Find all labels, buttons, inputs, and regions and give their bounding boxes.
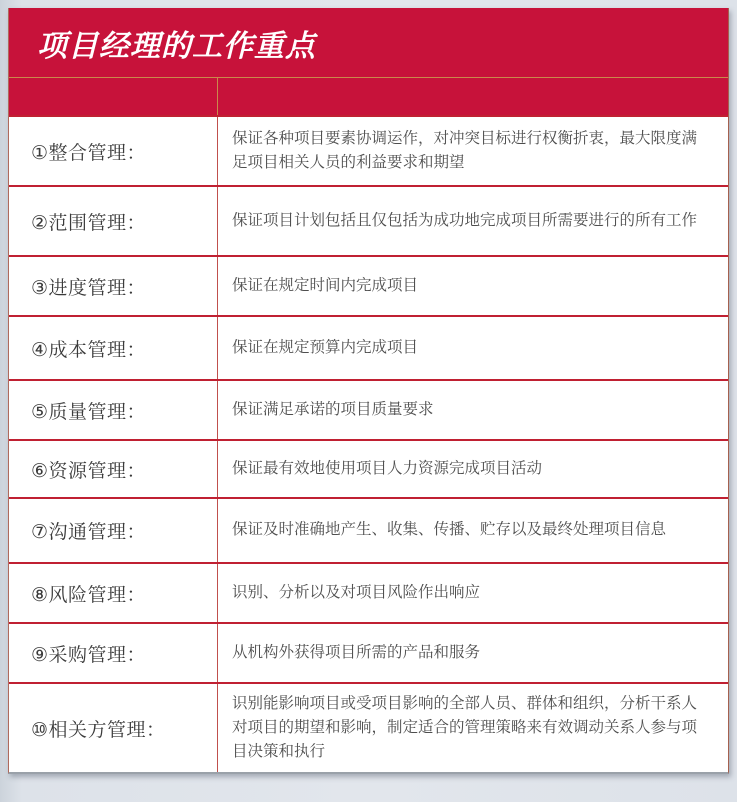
category-label: ③进度管理： xyxy=(9,257,218,315)
header-cell-category xyxy=(9,78,218,115)
category-description: 保证最有效地使用项目人力资源完成项目活动 xyxy=(232,459,543,477)
category-label: ⑩相关方管理： xyxy=(9,684,218,772)
category-label: ⑥资源管理： xyxy=(9,441,218,497)
category-label: ⑨采购管理： xyxy=(9,624,218,682)
table-row xyxy=(9,624,728,684)
table-row xyxy=(9,187,728,257)
category-label: ④成本管理： xyxy=(9,317,218,379)
category-description: 保证项目计划包括且仅包括为成功地完成项目所需要进行的所有工作 xyxy=(232,211,698,229)
table-body xyxy=(9,117,728,772)
table-row xyxy=(9,499,728,564)
table-row xyxy=(9,257,728,317)
table-row xyxy=(9,564,728,624)
category-description: 保证满足承诺的项目质量要求 xyxy=(232,400,434,418)
category-label: ①整合管理： xyxy=(9,117,218,185)
page-title: 项目经理的工作重点 xyxy=(37,29,316,63)
category-label: ②范围管理： xyxy=(9,187,218,255)
category-label: ⑧风险管理： xyxy=(9,564,218,622)
table-row xyxy=(9,381,728,441)
category-label: ⑤质量管理： xyxy=(9,381,218,439)
table-row xyxy=(9,441,728,499)
header-cell-description xyxy=(218,78,728,115)
category-label: ⑦沟通管理： xyxy=(9,499,218,562)
worksheet-card xyxy=(8,8,729,774)
category-description: 从机构外获得项目所需的产品和服务 xyxy=(232,643,481,661)
category-description: 识别能影响项目或受项目影响的全部人员、群体和组织，分析干系人对项目的期望和影响，制定适合的管理策略来有效调动关系人参与项目决策和执行 xyxy=(232,695,698,761)
category-description: 识别、分析以及对项目风险作出响应 xyxy=(232,583,481,601)
table-header-row xyxy=(9,78,728,117)
category-description: 保证在规定时间内完成项目 xyxy=(232,276,419,294)
category-description: 保证在规定预算内完成项目 xyxy=(232,338,419,356)
table-row xyxy=(9,317,728,381)
table-row xyxy=(9,117,728,187)
title-banner xyxy=(9,8,728,78)
category-description: 保证及时准确地产生、收集、传播、贮存以及最终处理项目信息 xyxy=(232,521,667,539)
category-description: 保证各种项目要素协调运作，对冲突目标进行权衡折衷，最大限度满足项目相关人员的利益要求和期望 xyxy=(232,129,698,171)
table-row xyxy=(9,684,728,772)
